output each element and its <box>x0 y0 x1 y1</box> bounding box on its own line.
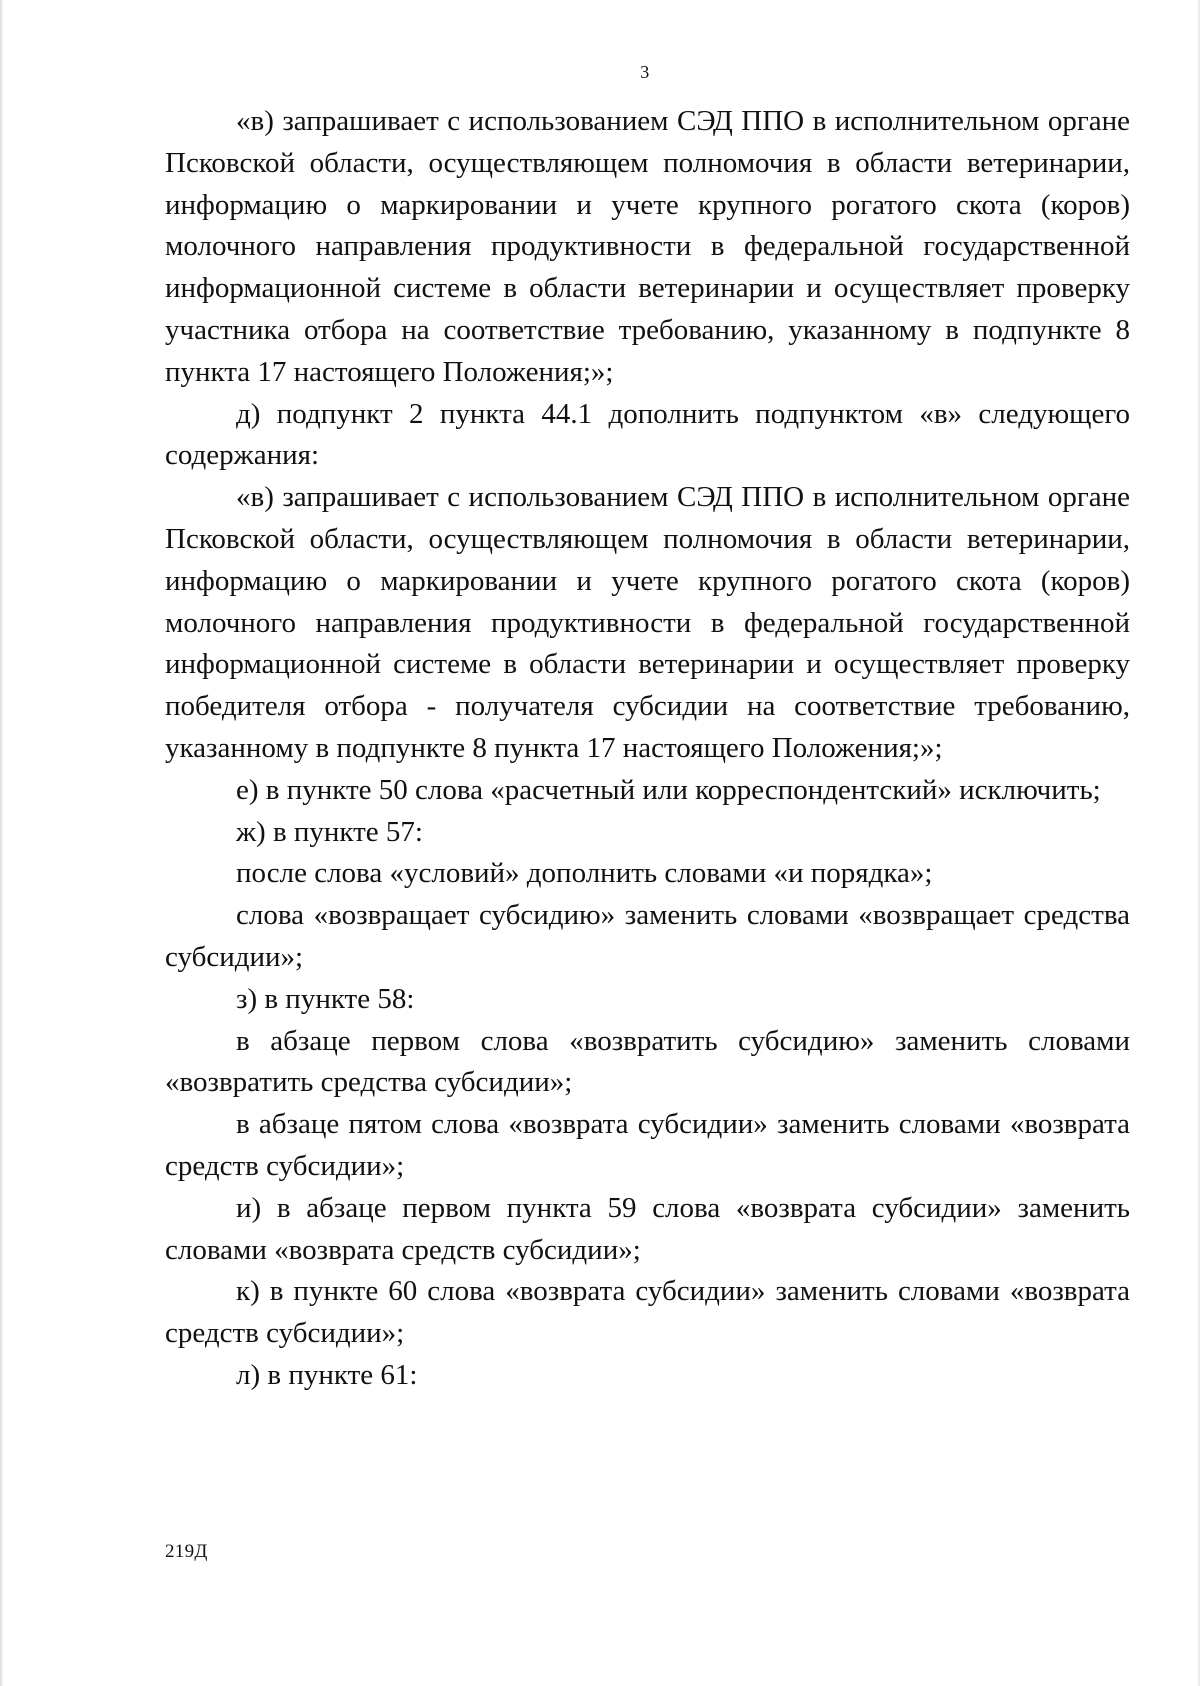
page-number: 3 <box>640 62 650 82</box>
paragraph-d: д) подпункт 2 пункта 44.1 дополнить подпунктом «в» следующего содержания: <box>165 397 1130 472</box>
paragraph-z: з) в пункте 58: <box>236 982 415 1015</box>
paragraph-v-participant: «в) запрашивает с использованием СЭД ППО в исполнительном органе Псковской области, осуществляющем полномочия в области ветеринарии, информацию о маркировании и учете крупного рогатого скота (коров) молочного направления продуктивности в федеральной государственной информационной системе в области ветеринарии и осуществляет проверку участника отбора на соответствие требованию, указанному в подпункте 8 пункта 17 настоящего Положения;»; <box>165 105 1130 388</box>
paragraph-zh-2: слова «возвращает субсидию» заменить словами «возвращает средства субсидии»; <box>165 899 1130 973</box>
paragraph-z-1: в абзаце первом слова «возвратить субсидию» заменить словами «возвратить средства субсидии»; <box>165 1024 1130 1099</box>
paragraph-z-2: в абзаце пятом слова «возврата субсидии» заменить словами «возврата средств субсидии»; <box>165 1108 1130 1182</box>
paragraph-k: к) в пункте 60 слова «возврата субсидии» заменить словами «возврата средств субсидии»; <box>165 1275 1130 1350</box>
scan-left-edge <box>0 0 4 1686</box>
footer-document-code: 219Д <box>165 1541 208 1562</box>
paragraph-e: е) в пункте 50 слова «расчетный или корреспондентский» исключить; <box>236 773 1101 806</box>
paragraph-zh: ж) в пункте 57: <box>236 815 423 848</box>
paragraph-i: и) в абзаце первом пункта 59 слова «возврата субсидии» заменить словами «возврата средств субсидии»; <box>165 1191 1130 1266</box>
paragraph-l: л) в пункте 61: <box>236 1358 418 1391</box>
document-body <box>165 101 1130 1397</box>
paragraph-v-winner: «в) запрашивает с использованием СЭД ППО в исполнительном органе Псковской области, осуществляющем полномочия в области ветеринарии, информацию о маркировании и учете крупного рогатого скота (коров) молочного направления продуктивности в федеральной государственной информационной системе в области ветеринарии и осуществляет проверку победителя отбора - получателя субсидии на соответствие требованию, указанному в подпункте 8 пункта 17 настоящего Положения;»; <box>165 481 1130 764</box>
paragraph-zh-1: после слова «условий» дополнить словами «и порядка»; <box>236 857 933 890</box>
